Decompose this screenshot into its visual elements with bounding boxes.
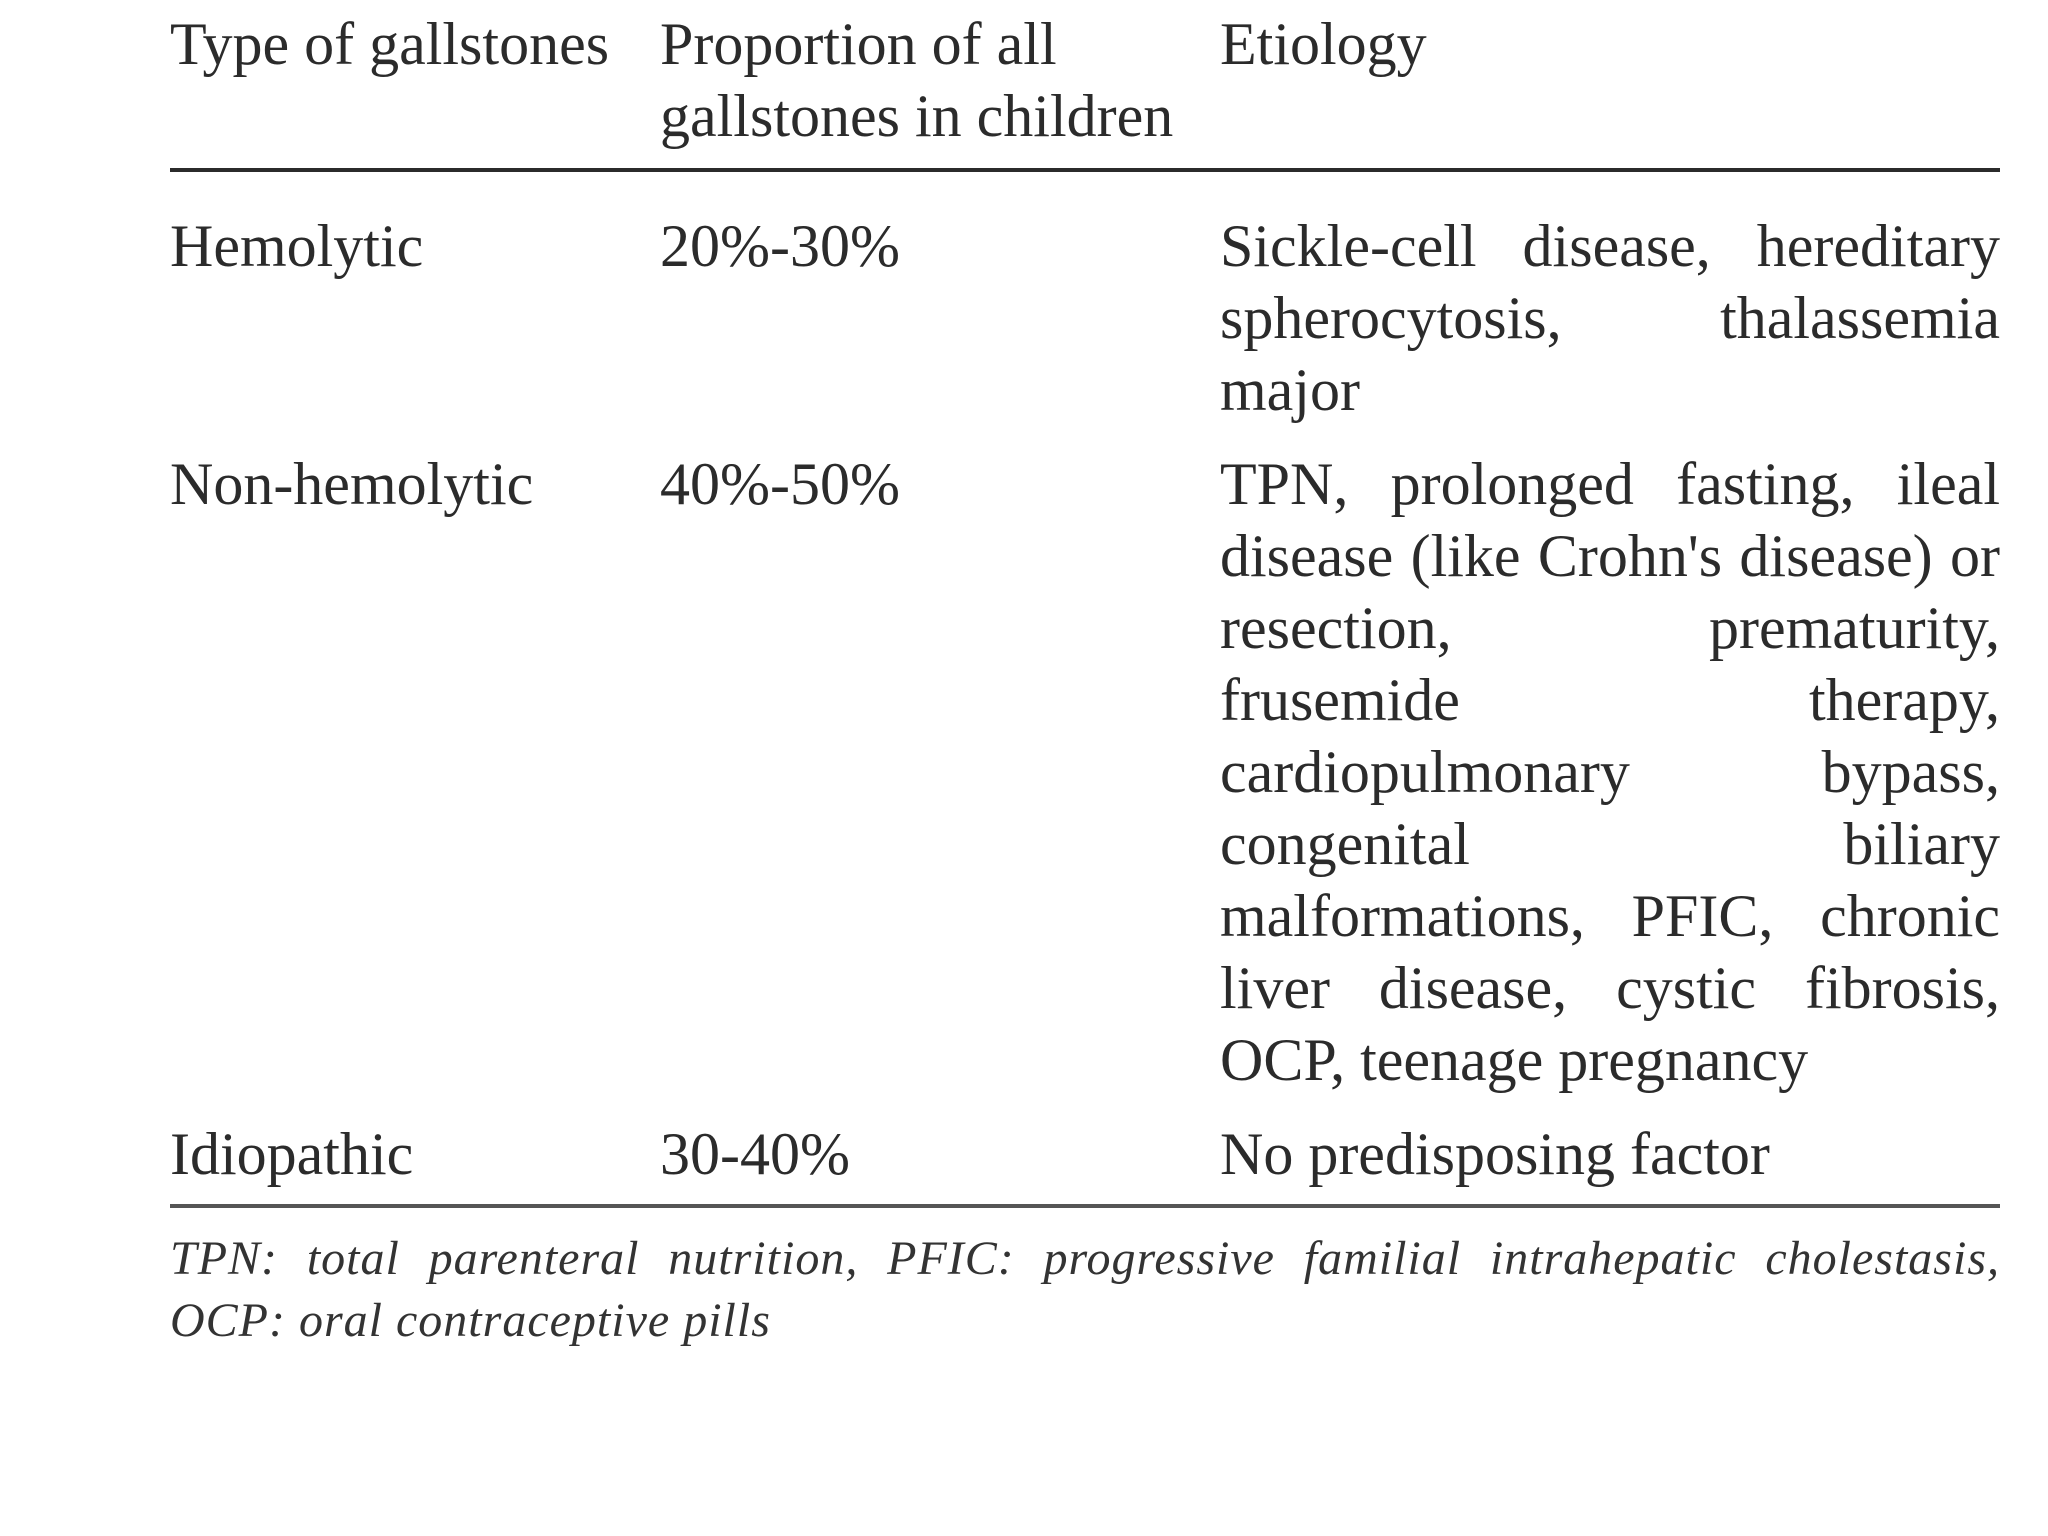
table-row [170, 426, 2000, 1096]
table-row [170, 170, 2000, 426]
cell-etiology: No predisposing factor [1220, 1096, 2000, 1206]
gallstone-types-table [170, 0, 2000, 1208]
cell-type: Hemolytic [170, 213, 424, 279]
cell-etiology: TPN, prolonged fasting, ileal disease (like Crohn's disease) or resection, prematurity, frusemide therapy, cardiopulmonary bypass, congenital biliary malformations, PFIC, chronic liver disease, cystic fibrosis, OCP, teenage pregnancy [1220, 451, 2000, 1093]
header-etiology: Etiology [1220, 0, 2000, 170]
cell-proportion: 30-40% [660, 1096, 1220, 1206]
gallstone-table-container [170, 0, 2000, 1352]
table-row [170, 1096, 2000, 1206]
cell-proportion: 20%-30% [660, 213, 900, 279]
table-footnote: TPN: total parenteral nutrition, PFIC: progressive familial intrahepatic cholestasis, OCP: oral contraceptive pills [170, 1232, 2000, 1347]
header-proportion: Proportion of all gallstones in children [660, 0, 1220, 170]
cell-etiology: Sickle-cell disease, hereditary spherocytosis, thalassemia major [1220, 213, 2000, 423]
table-header-row [170, 0, 2000, 170]
header-type: Type of gallstones [170, 0, 660, 170]
cell-type: Non-hemolytic [170, 451, 534, 517]
cell-proportion: 40%-50% [660, 451, 900, 517]
cell-type: Idiopathic [170, 1096, 660, 1206]
